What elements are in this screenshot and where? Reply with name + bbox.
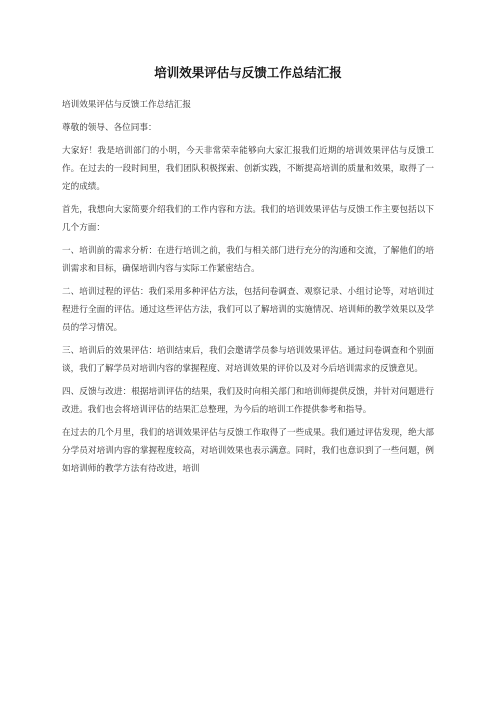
- document-title: 培训效果评估与反馈工作总结汇报: [154, 65, 342, 80]
- paragraph-intro: 大家好！我是培训部门的小明，今天非常荣幸能够向大家汇报我们近期的培训效果评估与反馈工作。在过去的一段时间里，我们团队积极探索、创新实践，不断提高培训的质量和效果，取得了一定的成绩。: [62, 146, 434, 192]
- paragraph-item-4: 四、反馈与改进：根据培训评估的结果，我们及时向相关部门和培训师提供反馈，并针对问题进行改进。我们也会将培训评估的结果汇总整理，为今后的培训工作提供参考和指导。: [62, 387, 434, 415]
- paragraph-results: 在过去的几个月里，我们的培训效果评估与反馈工作取得了一些成果。我们通过评估发现，绝大部分学员对培训内容的掌握程度较高，对培训效果也表示满意。同时，我们也意识到了一些问题，例如培训师的教学方法有待改进，培训: [62, 428, 434, 474]
- paragraph-heading: 培训效果评估与反馈工作总结汇报: [62, 100, 191, 110]
- paragraph-item-3: 三、培训后的效果评估：培训结束后，我们会邀请学员参与培训效果评估。通过问卷调查和个别面谈，我们了解学员对培训内容的掌握程度、对培训效果的评价以及对今后培训需求的反馈意见。: [62, 346, 434, 374]
- paragraph-overview: 首先，我想向大家简要介绍我们的工作内容和方法。我们的培训效果评估与反馈工作主要包括以下几个方面：: [62, 205, 434, 233]
- paragraph-item-2: 二、培训过程的评估：我们采用多种评估方法，包括问卷调查、观察记录、小组讨论等，对培训过程进行全面的评估。通过这些评估方法，我们可以了解培训的实施情况、培训师的教学效果以及学员的学习情况。: [62, 287, 434, 333]
- paragraph-salutation: 尊敬的领导、各位同事：: [62, 123, 157, 133]
- paragraph-item-1: 一、培训前的需求分析：在进行培训之前，我们与相关部门进行充分的沟通和交流，了解他们的培训需求和目标，确保培训内容与实际工作紧密结合。: [62, 246, 434, 274]
- document-page: [62, 64, 434, 483]
